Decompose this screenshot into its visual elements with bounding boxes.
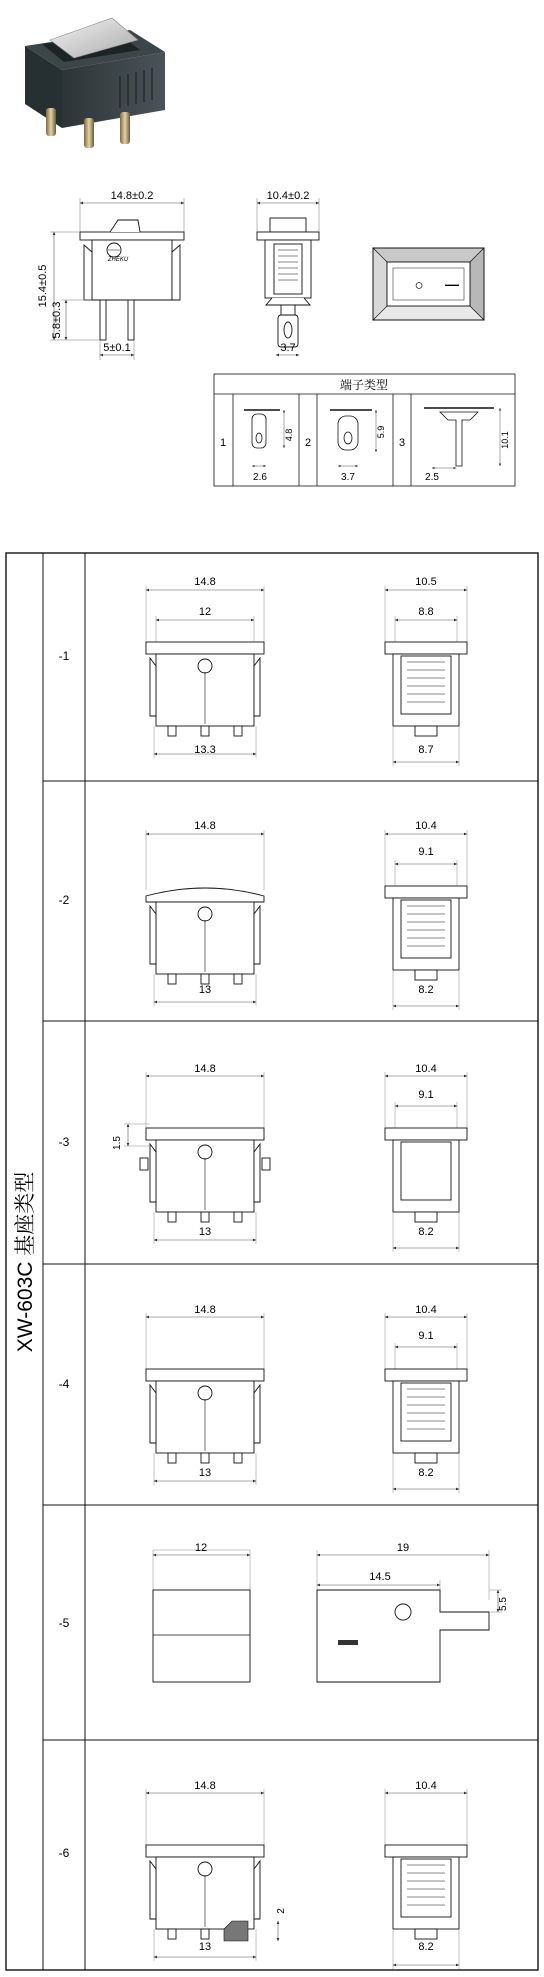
row4-side-width: 10.4 xyxy=(415,1304,437,1316)
row4-bottom-width: 13 xyxy=(198,1467,212,1479)
row5-side-mark xyxy=(338,1640,358,1645)
front-view-drawing xyxy=(50,198,184,360)
row4-side-bottom: 8.2 xyxy=(418,1467,434,1479)
front-left-clip xyxy=(150,1385,156,1443)
row6-side-width: 10.4 xyxy=(415,1780,437,1792)
front-right-clip xyxy=(254,1861,260,1919)
row3-bottom-width: 13 xyxy=(198,1226,212,1238)
row2-side-inner: 9.1 xyxy=(418,846,434,858)
off-symbol: ○ xyxy=(414,277,424,294)
row2-side-width: 10.4 xyxy=(415,820,437,832)
side-inner xyxy=(401,1383,451,1441)
front-cap xyxy=(146,642,264,654)
terminal-3-height: 10.1 xyxy=(500,431,510,449)
front-pin xyxy=(234,1453,242,1463)
brand-logo-text: ZHEKU xyxy=(107,257,129,263)
terminal-2-height: 5.9 xyxy=(376,425,386,439)
front-pin xyxy=(168,1929,176,1939)
front-pin xyxy=(168,726,176,736)
row1-side-bottom: 8.7 xyxy=(418,744,434,756)
row5-front-body xyxy=(153,1590,250,1682)
base-row-2-id: -2 xyxy=(58,893,70,907)
side-inner xyxy=(401,1142,451,1200)
row6-right-height: 2 xyxy=(276,1908,287,1914)
row5-front-width: 12 xyxy=(194,1542,208,1554)
side-cap xyxy=(385,642,467,654)
front-pin xyxy=(201,726,209,736)
front-pin xyxy=(234,974,242,984)
front-pin xyxy=(168,1212,176,1222)
row2-side-bottom: 8.2 xyxy=(418,984,434,996)
side-pin xyxy=(415,1453,437,1463)
front-pin xyxy=(168,1453,176,1463)
front-left-clip xyxy=(150,1861,156,1919)
front-cap xyxy=(146,1845,264,1857)
row6-bottom-width: 13 xyxy=(198,1941,212,1953)
on-symbol: — xyxy=(445,276,459,292)
row1-side-inner: 8.8 xyxy=(418,606,434,618)
row6-top-width: 14.8 xyxy=(194,1780,216,1792)
side-pin xyxy=(415,1929,437,1939)
dim-pin-pitch-label: 5±0.1 xyxy=(103,342,131,354)
dim-side-pin-label: 3.7 xyxy=(280,342,296,354)
base-row-3-id: -3 xyxy=(58,1135,70,1149)
front-pin xyxy=(201,974,209,984)
row3-side-inner: 9.1 xyxy=(418,1089,434,1101)
terminal-3-id: 3 xyxy=(398,437,406,449)
base-row-4-id: -4 xyxy=(58,1377,70,1391)
terminal-2-width: 3.7 xyxy=(341,472,355,483)
side-cap xyxy=(385,886,467,898)
terminal-2-id: 2 xyxy=(304,437,312,449)
front-pin xyxy=(234,1212,242,1222)
front-pin xyxy=(234,726,242,736)
front-pin xyxy=(201,1929,209,1939)
switch-product-render xyxy=(25,18,165,148)
side-view-drawing xyxy=(257,198,319,355)
row1-top-width: 14.8 xyxy=(194,576,216,588)
row5-side-body: 14.5 xyxy=(369,1571,391,1583)
front-hole xyxy=(198,1145,212,1159)
front-cap xyxy=(146,1369,264,1381)
row5-side-height: 5.5 xyxy=(498,1597,509,1611)
side-inner xyxy=(401,656,451,714)
front-right-clip xyxy=(254,1385,260,1443)
base-type-table xyxy=(6,553,538,1970)
front-left-clip xyxy=(150,1144,156,1202)
base-row-drawings xyxy=(124,586,502,1969)
front-left-clip xyxy=(150,658,156,716)
row1-side-width: 10.5 xyxy=(415,576,437,588)
front-hole xyxy=(198,1386,212,1400)
row5-side-hole xyxy=(395,1604,411,1620)
dim-pin-length-label: 5.8±0.3 xyxy=(51,301,63,339)
front-right-ear xyxy=(262,1158,270,1170)
front-left-clip xyxy=(150,906,156,964)
base-row-5-id: -5 xyxy=(58,1616,70,1630)
terminal-table-title: 端子类型 xyxy=(339,378,389,392)
row1-bottom-width: 13.3 xyxy=(194,744,216,756)
front-pin xyxy=(168,974,176,984)
side-pin xyxy=(415,1212,437,1222)
side-inner xyxy=(401,1859,451,1917)
front-hole xyxy=(198,659,212,673)
panel-view-drawing xyxy=(373,248,484,320)
side-cap xyxy=(385,1128,467,1140)
front-right-clip xyxy=(254,1144,260,1202)
base-row-6-id: -6 xyxy=(58,1846,70,1860)
base-row-1-id: -1 xyxy=(58,649,70,663)
dim-side-width-label: 10.4±0.2 xyxy=(266,190,310,202)
row3-top-width: 14.8 xyxy=(194,1063,216,1075)
row2-top-width: 14.8 xyxy=(194,820,216,832)
side-cap xyxy=(385,1845,467,1857)
side-pin xyxy=(415,970,437,980)
terminal-1-width: 2.6 xyxy=(253,472,267,483)
row4-top-width: 14.8 xyxy=(194,1304,216,1316)
base-table-title: XW-603C 基座类型 xyxy=(14,1171,37,1353)
row3-left-height: 1.5 xyxy=(112,1136,123,1150)
row2-bottom-width: 13 xyxy=(198,984,212,996)
front-cap xyxy=(146,888,264,902)
side-inner xyxy=(401,900,451,958)
side-pin xyxy=(415,726,437,736)
side-cap xyxy=(385,1369,467,1381)
terminal-1-height: 4.8 xyxy=(284,428,294,442)
front-pin xyxy=(201,1453,209,1463)
row5-side-total: 19 xyxy=(396,1542,410,1554)
dim-height-label: 15.4±0.5 xyxy=(37,264,49,308)
front-cap xyxy=(146,1128,264,1140)
front-hole xyxy=(198,1862,212,1876)
row1-inner-width: 12 xyxy=(198,606,212,618)
dim-width-label: 14.8±0.2 xyxy=(110,190,154,202)
row3-side-bottom: 8.2 xyxy=(418,1226,434,1238)
row4-side-inner: 9.1 xyxy=(418,1330,434,1342)
row6-side-bottom: 8.2 xyxy=(418,1941,434,1953)
terminal-1-id: 1 xyxy=(219,437,227,449)
front-hole xyxy=(198,907,212,921)
front-right-clip xyxy=(254,906,260,964)
front-pin xyxy=(201,1212,209,1222)
row3-side-width: 10.4 xyxy=(415,1063,437,1075)
front-left-ear xyxy=(140,1158,148,1170)
front-right-clip xyxy=(254,658,260,716)
terminal-3-width: 2.5 xyxy=(425,472,439,483)
